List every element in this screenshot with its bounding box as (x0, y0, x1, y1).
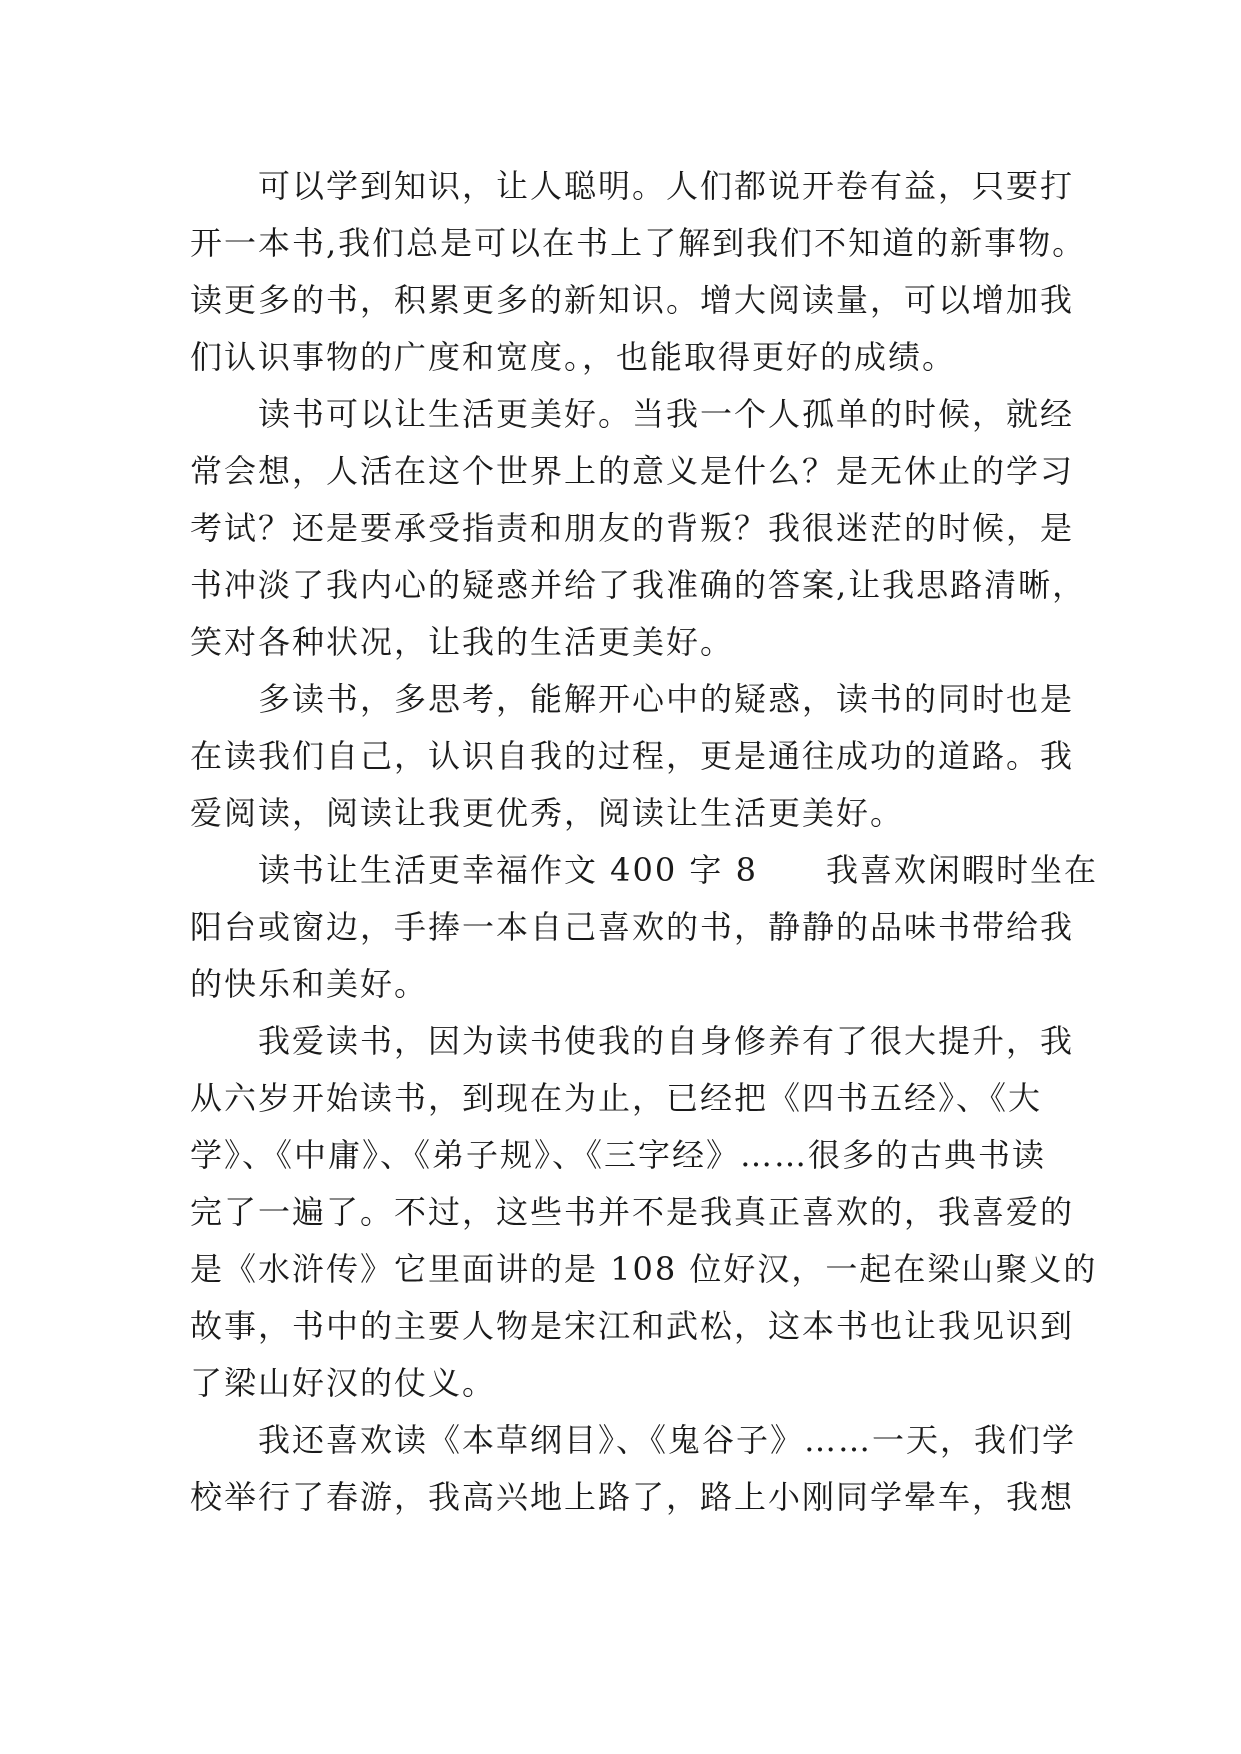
text-line: 爱阅读，阅读让我更优秀，阅读让生活更美好。 (190, 794, 905, 832)
text-line: 的快乐和美好。 (190, 965, 429, 1003)
text-line: 完了一遍了。不过，这些书并不是我真正喜欢的，我喜爱的 (190, 1193, 1075, 1231)
text-line: 笑对各种状况，让我的生活更美好。 (190, 623, 735, 661)
text-line: 在读我们自己，认识自我的过程，更是通往成功的道路。我 (190, 737, 1075, 775)
text-line: 多读书，多思考，能解开心中的疑惑，读书的同时也是 (190, 680, 1075, 718)
text-line: 从六岁开始读书，到现在为止，已经把《四书五经》、《大 (190, 1079, 1043, 1117)
text-line: 我还喜欢读《本草纲目》、《鬼谷子》……一天，我们学 (190, 1421, 1077, 1459)
text-line: 可以学到知识，让人聪明。人们都说开卷有益，只要打 (190, 167, 1075, 205)
text-line: 故事，书中的主要人物是宋江和武松，这本书也让我见识到 (190, 1307, 1075, 1345)
text-line: 考试？还是要承受指责和朋友的背叛？我很迷茫的时候，是 (190, 509, 1075, 547)
text-line: 了梁山好汉的仗义。 (190, 1364, 497, 1402)
text-line: 读书可以让生活更美好。当我一个人孤单的时候，就经 (190, 395, 1075, 433)
text-line: 阳台或窗边，手捧一本自己喜欢的书，静静的品味书带给我 (190, 908, 1075, 946)
text-line: 校举行了春游，我高兴地上路了，路上小刚同学晕车，我想 (190, 1478, 1075, 1516)
text-line: 是《水浒传》它里面讲的是 108 位好汉，一起在梁山聚义的 (190, 1250, 1098, 1288)
text-line: 们认识事物的广度和宽度。，也能取得更好的成绩。 (190, 338, 957, 376)
text-line: 读书让生活更幸福作文 400 字 8 我喜欢闲暇时坐在 (190, 851, 1098, 889)
text-line: 我爱读书，因为读书使我的自身修养有了很大提升，我 (190, 1022, 1075, 1060)
text-line: 开一本书,我们总是可以在书上了解到我们不知道的新事物。 (190, 224, 1087, 262)
text-line: 常会想，人活在这个世界上的意义是什么？是无休止的学习 (190, 452, 1075, 490)
text-line: 读更多的书，积累更多的新知识。增大阅读量，可以增加我 (190, 281, 1075, 319)
text-line: 书冲淡了我内心的疑惑并给了我准确的答案,让我思路清晰， (190, 566, 1087, 604)
text-line: 学》、《中庸》、《弟子规》、《三字经》……很多的古典书读 (190, 1136, 1047, 1174)
